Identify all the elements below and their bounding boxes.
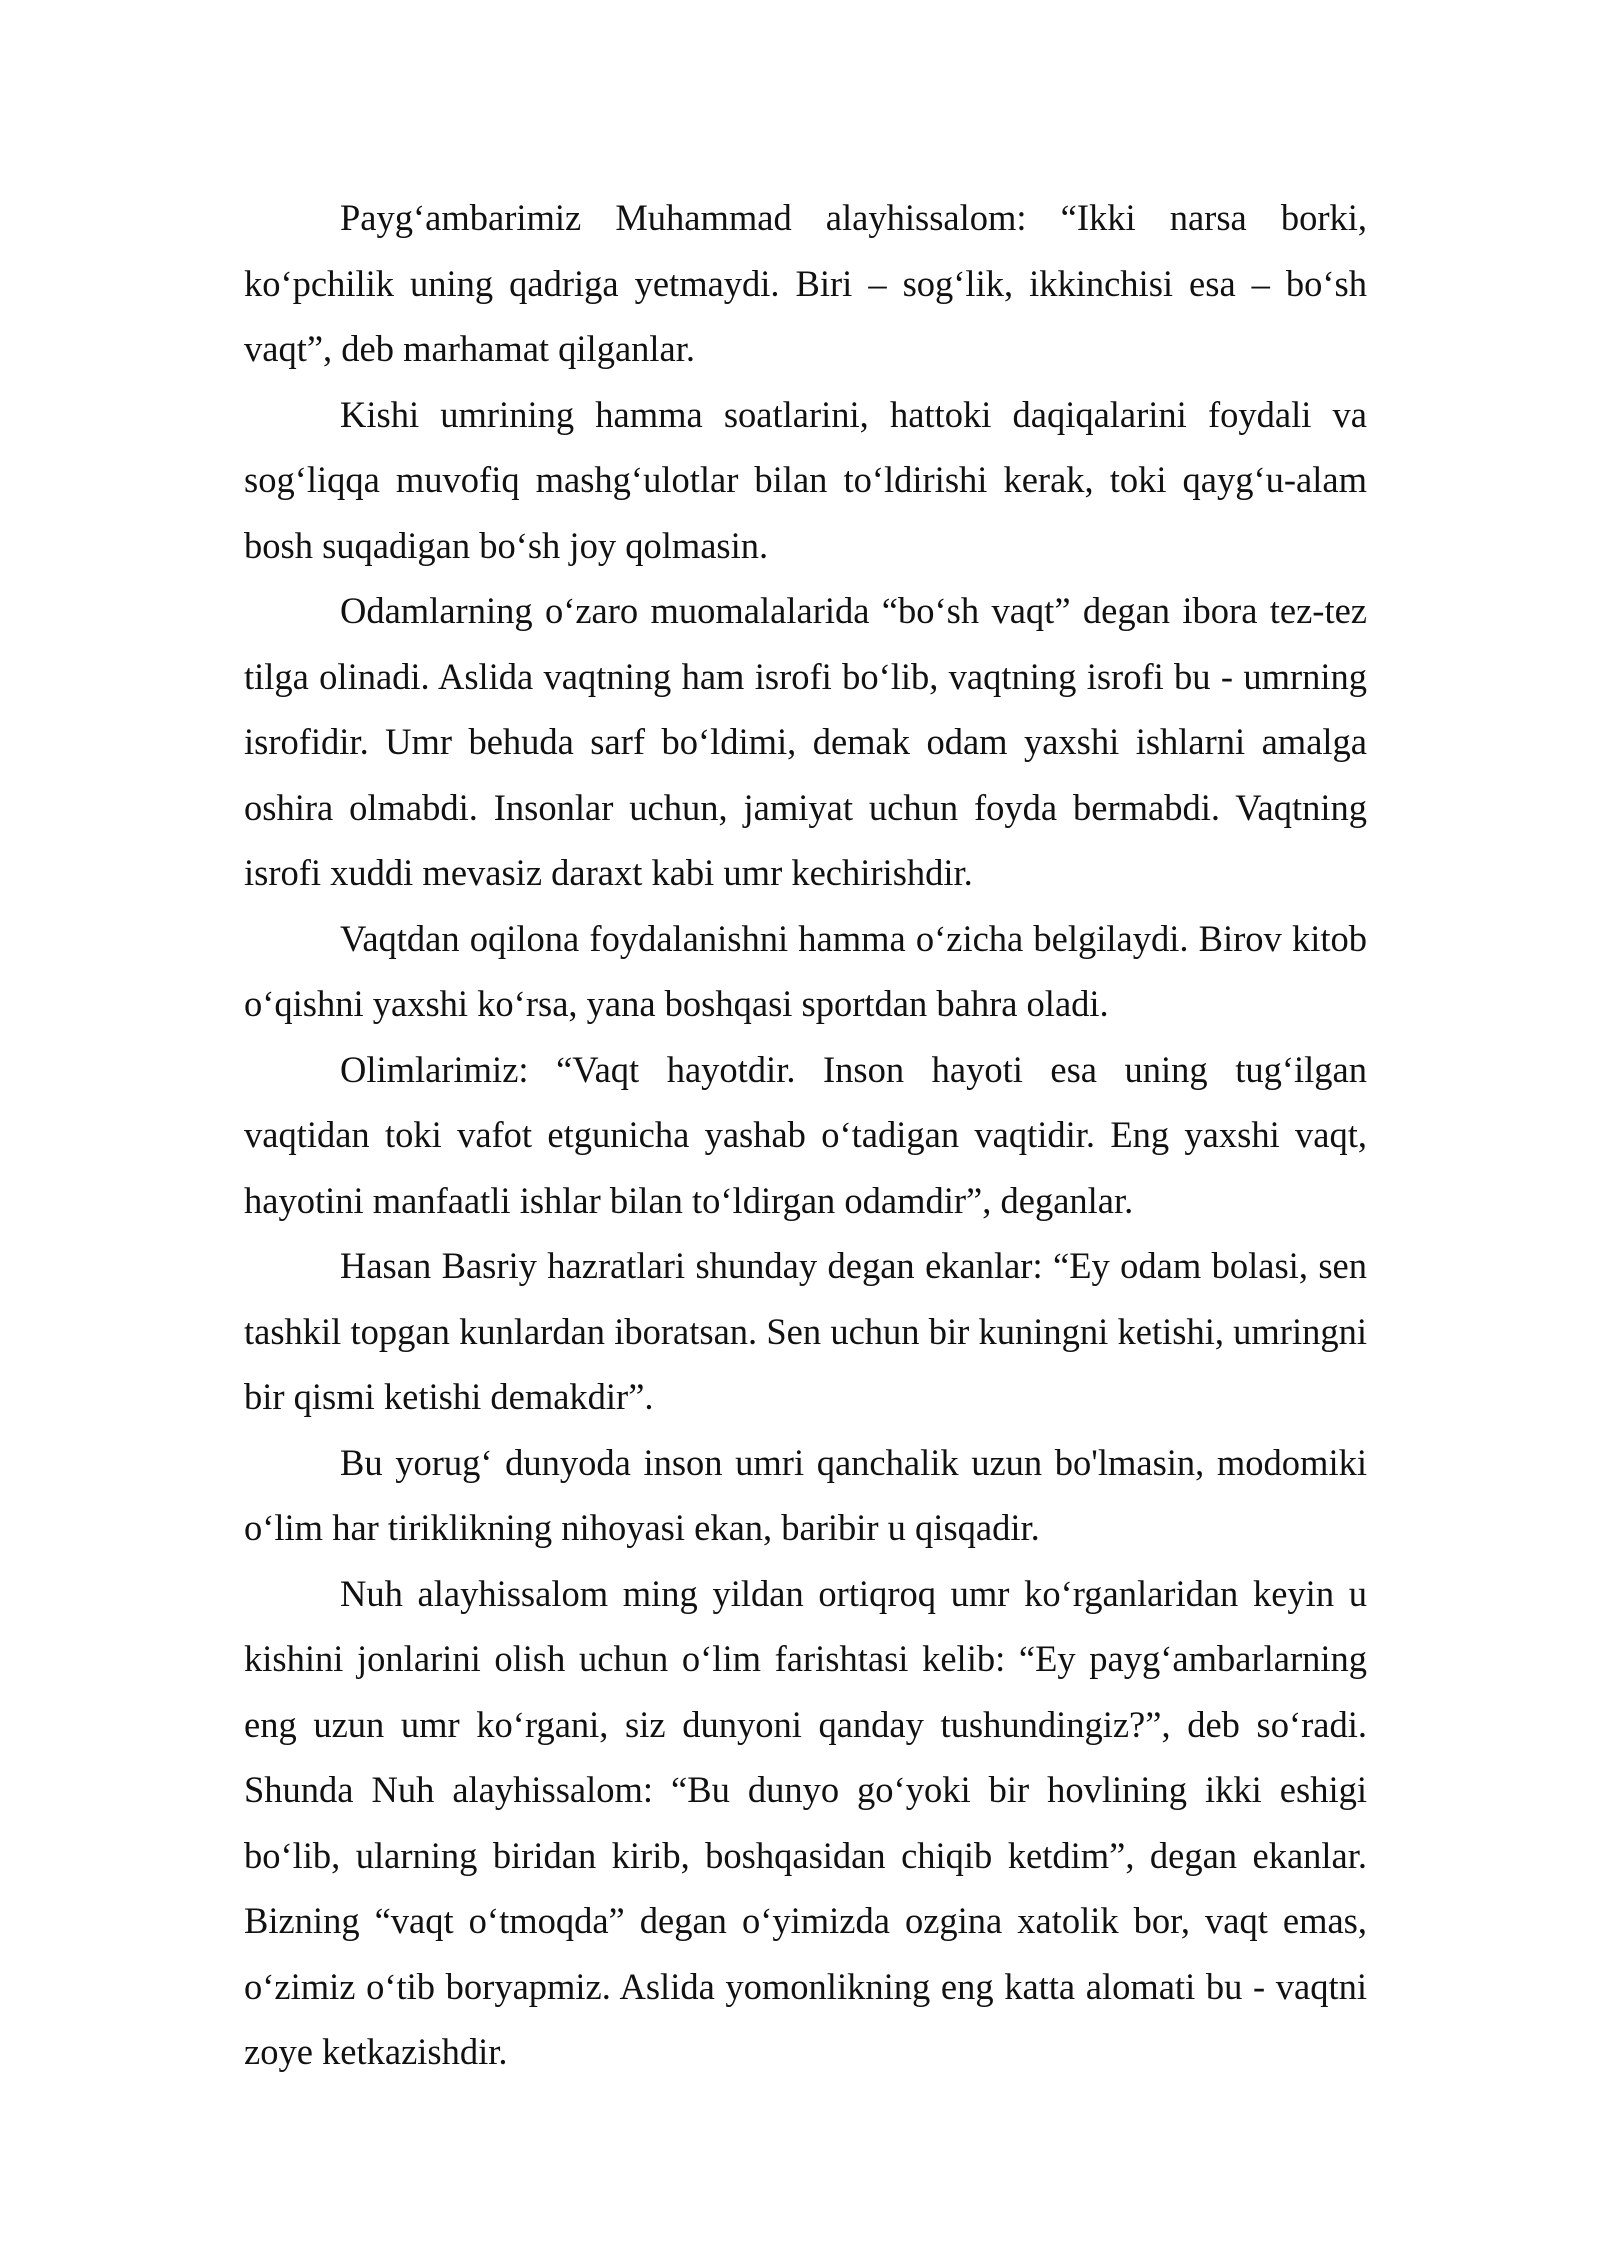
paragraph-8: Nuh alayhissalom ming yildan ortiqroq umr ko‘rganlaridan keyin u kishini jonlarini olish uchun o‘lim farishtasi kelib: “Ey payg‘ambarlarning eng uzun umr ko‘rgani, siz dunyoni qanday tushundingiz?”, deb so‘radi. Shunda Nuh alayhissalom: “Bu dunyo go‘yoki bir hovlining ikki eshigi bo‘lib, ularning biridan kirib, boshqasidan chiqib ketdim”, degan ekanlar. Bizning “vaqt o‘tmoqda” degan o‘yimizda ozgina xatolik bor, vaqt emas, o‘zimiz o‘tib boryapmiz. Aslida yomonlikning eng katta alomati bu - vaqtni zoye ketkazishdir. xyxy=(244,1572,1367,2072)
paragraph-5: Olimlarimiz: “Vaqt hayotdir. Inson hayoti esa uning tug‘ilgan vaqtidan toki vafot etgunicha yashab o‘tadigan vaqtidir. Eng yaxshi vaqt, hayotini manfaatli ishlar bilan to‘ldirgan odamdir”, deganlar. xyxy=(244,1048,1367,1221)
paragraph-1: Payg‘ambarimiz Muhammad alayhissalom: “Ikki narsa borki, ko‘pchilik uning qadriga yetmaydi. Biri – sog‘lik, ikkinchisi esa – bo‘sh vaqt”, deb marhamat qilganlar. xyxy=(244,197,1367,369)
paragraph-2: Kishi umrining hamma soatlarini, hattoki daqiqalarini foydali va sog‘liqqa muvofiq mashg‘ulotlar bilan to‘ldirishi kerak, toki qayg‘u-alam bosh suqadigan bo‘sh joy qolmasin. xyxy=(244,393,1367,566)
paragraph-6: Hasan Basriy hazratlari shunday degan ekanlar: “Ey odam bolasi, sen tashkil topgan kunlardan iboratsan. Sen uchun bir kuningni ketishi, umringni bir qismi ketishi demakdir”. xyxy=(244,1245,1367,1417)
paragraph-7: Bu yorug‘ dunyoda inson umri qanchalik uzun bo'lmasin, modomiki o‘lim har tiriklikning nihoyasi ekan, baribir u qisqadir. xyxy=(244,1441,1367,1548)
document-body xyxy=(244,185,1367,2085)
paragraph-4: Vaqtdan oqilona foydalanishni hamma o‘zicha belgilaydi. Birov kitob o‘qishni yaxshi ko‘rsa, yana boshqasi sportdan bahra oladi. xyxy=(244,917,1367,1024)
paragraph-3: Odamlarning o‘zaro muomalalarida “bo‘sh vaqt” degan ibora tez-tez tilga olinadi. Aslida vaqtning ham isrofi bo‘lib, vaqtning isrofi bu - umrning isrofidir. Umr behuda sarf bo‘ldimi, demak odam yaxshi ishlarni amalga oshira olmabdi. Insonlar uchun, jamiyat uchun foyda bermabdi. Vaqtning isrofi xuddi mevasiz daraxt kabi umr kechirishdir. xyxy=(244,590,1367,893)
